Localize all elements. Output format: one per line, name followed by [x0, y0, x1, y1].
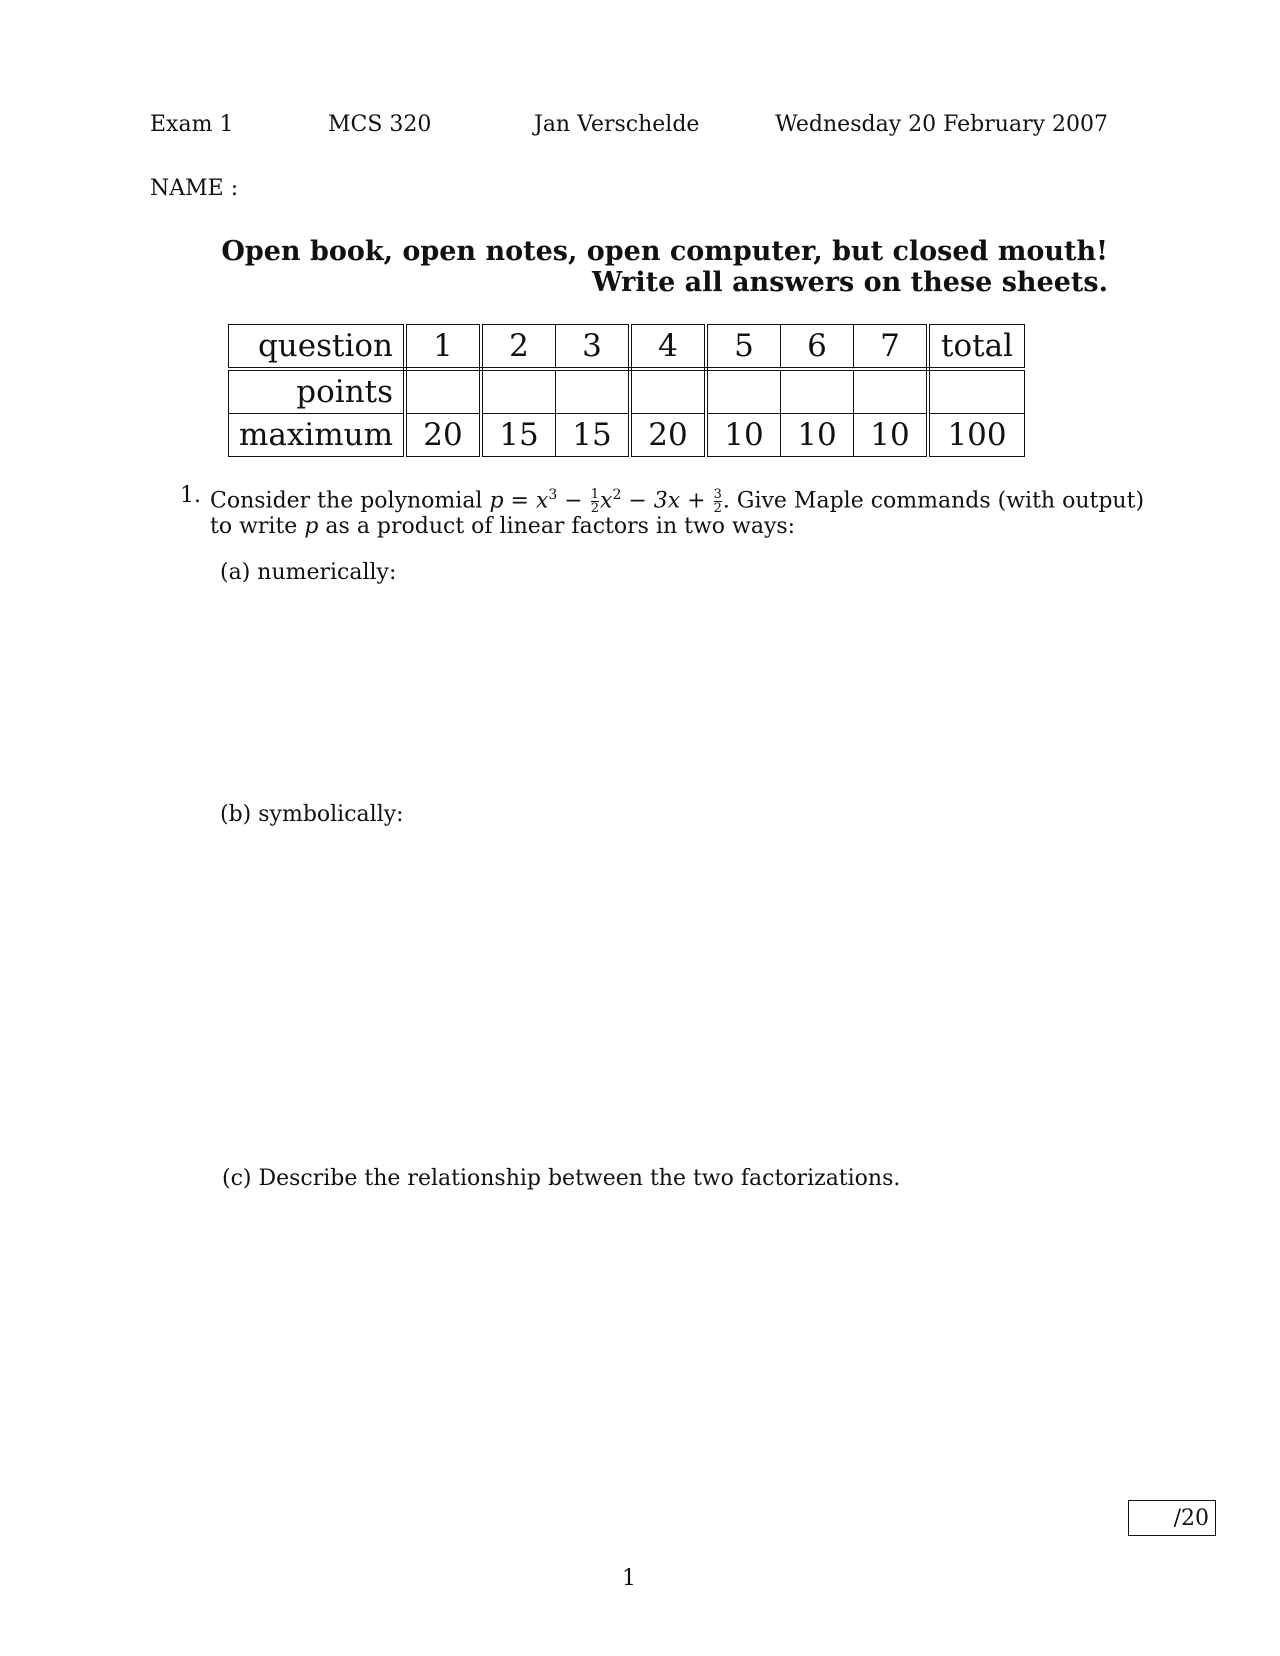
- q1-line2-p: p: [304, 514, 319, 539]
- maximum-cell: 20: [405, 414, 481, 457]
- question-1-number: 1.: [180, 483, 201, 508]
- notice-line-2: Write all answers on these sheets.: [592, 267, 1108, 298]
- q1-line2-a: to write: [210, 514, 305, 539]
- question-number: 4: [630, 325, 706, 370]
- question-number: 3: [556, 325, 631, 370]
- points-cell: [481, 369, 556, 414]
- name-label: NAME :: [150, 176, 239, 201]
- exam-label: Exam 1: [150, 112, 234, 137]
- q1-exp-3: 3: [548, 487, 558, 503]
- maximum-total-cell: 100: [928, 414, 1025, 457]
- page-number: 1: [622, 1566, 636, 1591]
- question-1-line-2: [210, 511, 795, 542]
- question-number: 1: [405, 325, 481, 370]
- frac-denominator: 2: [713, 500, 722, 516]
- row-label-question: question: [229, 325, 406, 370]
- question-number: 5: [706, 325, 781, 370]
- exam-notice: [221, 236, 1108, 298]
- maximum-cell: 20: [630, 414, 706, 457]
- part-b-symbolically: (b) symbolically:: [220, 802, 404, 827]
- frac-numerator: 1: [590, 486, 600, 502]
- maximum-cell: 15: [556, 414, 631, 457]
- maximum-cell: 10: [854, 414, 929, 457]
- part-c-relationship: (c) Describe the relationship between the two factorizations.: [222, 1166, 901, 1191]
- question-row: [229, 325, 1025, 370]
- points-cell: [781, 369, 854, 414]
- question-number: 6: [781, 325, 854, 370]
- q1-exp-2: 2: [612, 487, 622, 503]
- points-total-cell: [928, 369, 1025, 414]
- q1-line2-b: as a product of linear factors in two ways:: [318, 514, 796, 539]
- notice-line-1: Open book, open notes, open computer, but closed mouth!: [221, 236, 1108, 267]
- q1-text-before: Consider the polynomial: [210, 488, 490, 514]
- q1-text-after: . Give Maple commands (with output): [722, 488, 1145, 514]
- points-cell: [630, 369, 706, 414]
- q1-minus-3x: − 3x +: [621, 488, 713, 514]
- instructor-name: Jan Verschelde: [534, 112, 700, 137]
- points-cell: [556, 369, 631, 414]
- grade-table: [228, 324, 1025, 457]
- row-label-maximum: maximum: [229, 414, 406, 457]
- maximum-cell: 15: [481, 414, 556, 457]
- points-row: [229, 369, 1025, 414]
- points-cell: [405, 369, 481, 414]
- question-total-label: total: [928, 325, 1025, 370]
- q1-eq-x: = x: [503, 488, 549, 514]
- question-number: 2: [481, 325, 556, 370]
- score-box: /20: [1128, 1500, 1216, 1536]
- maximum-row: [229, 414, 1025, 457]
- q1-x: x: [600, 488, 613, 514]
- q1-var-p: p: [489, 488, 504, 514]
- question-number: 7: [854, 325, 929, 370]
- q1-minus: −: [557, 488, 590, 514]
- maximum-cell: 10: [706, 414, 781, 457]
- points-cell: [854, 369, 929, 414]
- points-cell: [706, 369, 781, 414]
- exam-date: Wednesday 20 February 2007: [775, 112, 1108, 137]
- course-code: MCS 320: [328, 112, 432, 137]
- maximum-cell: 10: [781, 414, 854, 457]
- frac-numerator: 3: [713, 486, 722, 502]
- part-a-numerically: (a) numerically:: [220, 560, 397, 585]
- row-label-points: points: [229, 369, 406, 414]
- frac-denominator: 2: [590, 500, 600, 516]
